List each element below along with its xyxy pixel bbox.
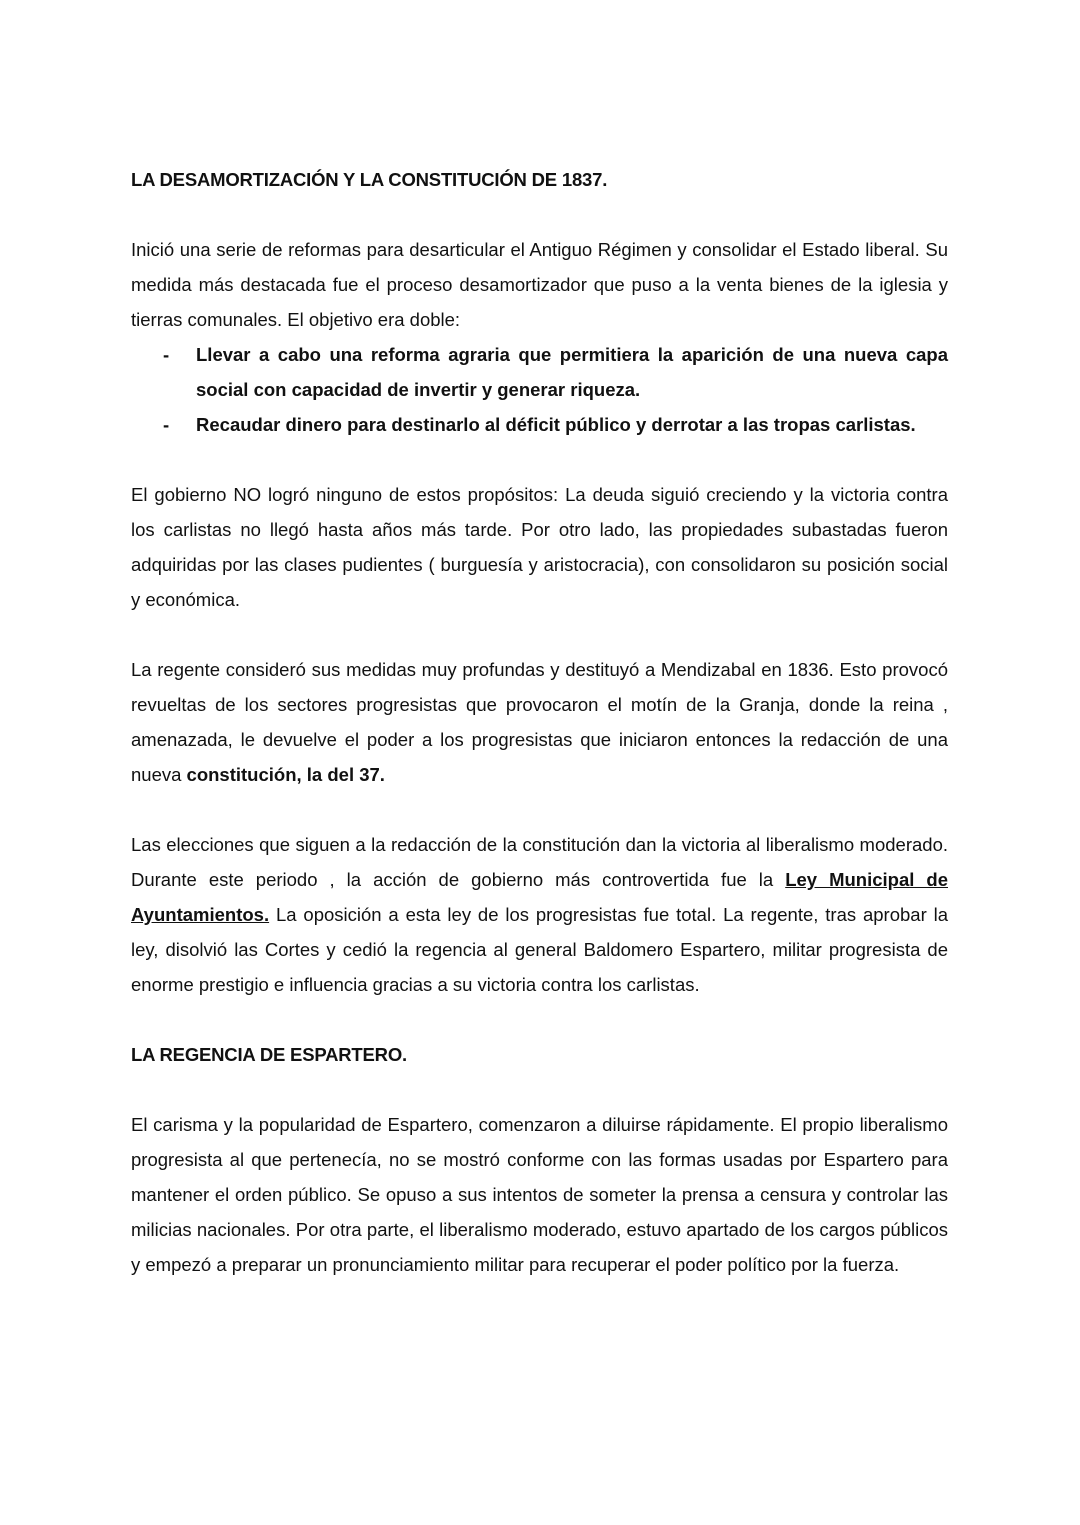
intro-paragraph: Inició una serie de reformas para desarticular el Antiguo Régimen y consolidar el Estado liberal. Su medida más destacada fue el proceso desamortizador que puso a la venta bienes de la iglesia y tierras comunales. El objetivo era doble: (131, 239, 948, 330)
bullet-text: Llevar a cabo una reforma agraria que permitiera la aparición de una nueva capa social con capacidad de invertir y generar riqueza. (196, 344, 948, 400)
elections-paragraph (131, 827, 948, 1002)
constitution-emphasis: constitución, la del 37. (186, 764, 385, 785)
regent-paragraph-text: La regente consideró sus medidas muy profundas y destituyó a Mendizabal en 1836. Esto provocó revueltas de los sectores progresistas que provocaron el motín de la Granja, donde la reina , amenazada, le devuelve el poder a los progresistas que iniciaron entonces la redacción de una nueva (131, 659, 948, 785)
bullet-dash: - (163, 344, 170, 365)
ley-municipal-emphasis: Ley Municipal de Ayuntamientos. (131, 869, 948, 925)
section-heading-regencia: LA REGENCIA DE ESPARTERO. (131, 1044, 407, 1065)
regent-paragraph (131, 652, 948, 792)
bullet-text: Recaudar dinero para destinarlo al déficit público y derrotar a las tropas carlistas. (196, 414, 916, 435)
list-item (131, 337, 948, 407)
section-heading-desamortizacion: LA DESAMORTIZACIÓN Y LA CONSTITUCIÓN DE 1837. (131, 169, 608, 190)
bullet-dash: - (163, 414, 170, 435)
document-page (131, 162, 948, 1317)
elections-paragraph-end: La oposición a esta ley de los progresistas fue total. La regente, tras aprobar la ley, disolvió las Cortes y cedió la regencia al general Baldomero Espartero, militar progresista de enorme prestigio e influencia gracias a su victoria contra los carlistas. (131, 904, 948, 995)
outcome-paragraph: El gobierno NO logró ninguno de estos propósitos: La deuda siguió creciendo y la victoria contra los carlistas no llegó hasta años más tarde. Por otro lado, las propiedades subastadas fueron adquiridas por las clases pudientes ( burguesía y aristocracia), con consolidaron su posición social y económica. (131, 484, 948, 610)
list-item (131, 407, 948, 442)
elections-paragraph-start: Las elecciones que siguen a la redacción de la constitución dan la victoria al liberalismo moderado. Durante este periodo , la acción de gobierno más controvertida fue la (131, 834, 948, 890)
objectives-list (131, 337, 948, 442)
espartero-paragraph: El carisma y la popularidad de Espartero, comenzaron a diluirse rápidamente. El propio liberalismo progresista al que pertenecía, no se mostró conforme con las formas usadas por Espartero para mantener el orden público. Se opuso a sus intentos de someter la prensa a censura y controlar las milicias nacionales. Por otra parte, el liberalismo moderado, estuvo apartado de los cargos públicos y empezó a preparar un pronunciamiento militar para recuperar el poder político por la fuerza. (131, 1114, 948, 1275)
